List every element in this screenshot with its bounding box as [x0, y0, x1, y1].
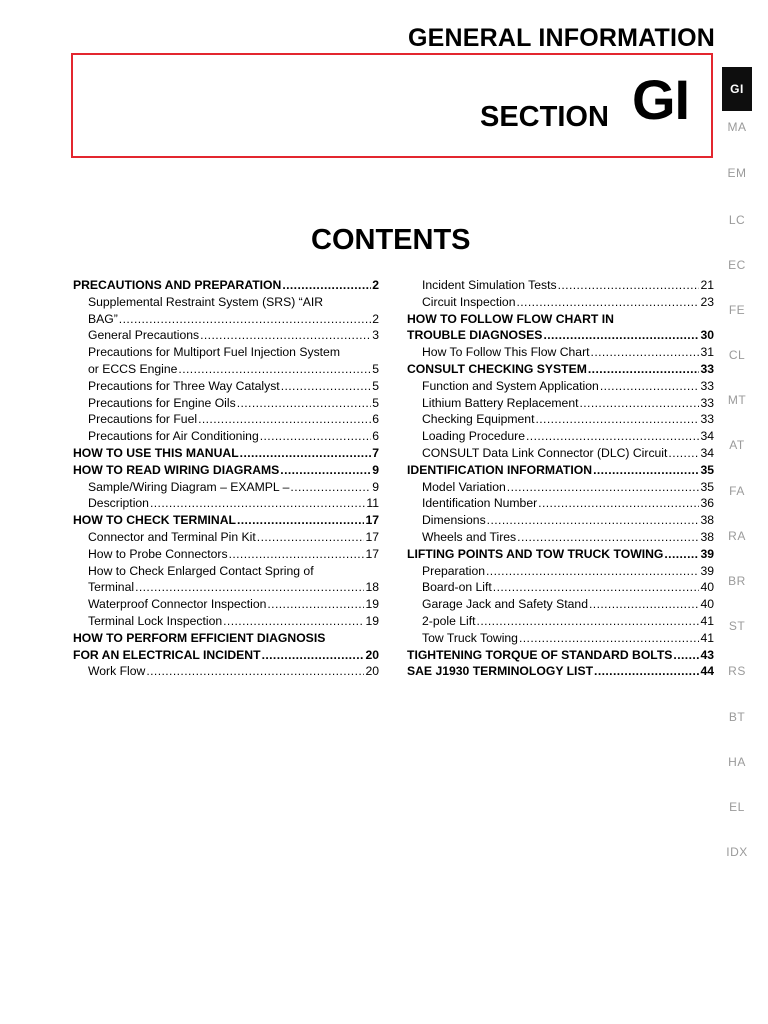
toc-leader-dots	[290, 479, 371, 496]
toc-entry-title: How to Probe Connectors	[88, 546, 228, 561]
toc-entry-title: Precautions for Multiport Fuel Injection System	[88, 345, 340, 360]
toc-page-number: 38	[700, 513, 714, 528]
toc-entry[interactable]	[407, 395, 714, 412]
toc-page-number: 35	[700, 462, 714, 477]
toc-leader-dots	[260, 428, 371, 445]
toc-entry-title: Lithium Battery Replacement	[422, 395, 579, 410]
toc-leader-dots	[135, 579, 364, 596]
toc-entry-title: Checking Equipment	[422, 412, 535, 427]
toc-entry[interactable]	[407, 613, 714, 630]
toc-leader-dots	[282, 277, 371, 294]
toc-leader-dots	[543, 327, 699, 344]
toc-leader-dots	[487, 512, 700, 529]
toc-entry[interactable]	[407, 411, 714, 428]
toc-page-number: 2	[372, 311, 379, 326]
toc-page-number: 40	[700, 580, 714, 595]
toc-entry[interactable]	[73, 495, 379, 512]
toc-entry[interactable]	[407, 311, 714, 328]
toc-entry[interactable]	[73, 311, 379, 328]
toc-leader-dots	[200, 327, 371, 344]
toc-entry-title: Terminal	[88, 580, 135, 595]
toc-entry-title: SAE J1930 TERMINOLOGY LIST	[407, 664, 594, 679]
toc-page-number: 7	[372, 445, 379, 460]
toc-entry[interactable]	[407, 630, 714, 647]
toc-entry-title: IDENTIFICATION INFORMATION	[407, 462, 593, 477]
toc-leader-dots	[150, 495, 365, 512]
section-label: SECTION	[480, 101, 609, 133]
toc-leader-dots	[198, 411, 371, 428]
toc-entry[interactable]	[73, 479, 379, 496]
toc-entry[interactable]	[407, 479, 714, 496]
section-tab-at[interactable]: AT	[729, 438, 745, 452]
toc-entry[interactable]	[407, 579, 714, 596]
toc-entry-title: HOW TO FOLLOW FLOW CHART IN	[407, 311, 614, 326]
toc-page-number: 34	[700, 429, 714, 444]
toc-entry-title: Precautions for Air Conditioning	[88, 429, 259, 444]
toc-entry-title: Preparation	[422, 563, 486, 578]
toc-leader-dots	[240, 445, 372, 462]
toc-leader-dots	[229, 546, 365, 563]
toc-entry[interactable]	[407, 647, 714, 664]
toc-entry-title: How to Check Enlarged Contact Spring of	[88, 563, 314, 578]
toc-entry-title: Garage Jack and Safety Stand	[422, 597, 588, 612]
toc-page-number: 6	[372, 412, 379, 427]
toc-entry-title: Waterproof Connector Inspection	[88, 597, 267, 612]
toc-entry-title: General Precautions	[88, 328, 200, 343]
section-tab-fa[interactable]: FA	[729, 484, 745, 498]
section-tab-idx[interactable]: IDX	[726, 845, 748, 859]
section-tab-cl[interactable]: CL	[728, 348, 746, 362]
toc-leader-dots	[477, 613, 700, 630]
toc-leader-dots	[664, 546, 699, 563]
toc-leader-dots	[281, 378, 372, 395]
toc-entry[interactable]	[407, 344, 714, 361]
toc-leader-dots	[538, 495, 699, 512]
toc-entry[interactable]	[407, 546, 714, 563]
section-tab-ec[interactable]: EC	[728, 258, 746, 272]
toc-entry[interactable]	[73, 529, 379, 546]
toc-leader-dots	[519, 630, 699, 647]
toc-leader-dots	[558, 277, 700, 294]
toc-entry-title: CONSULT CHECKING SYSTEM	[407, 361, 587, 376]
toc-leader-dots	[486, 563, 699, 580]
document-title: GENERAL INFORMATION	[408, 24, 716, 52]
toc-entry-title: or ECCS Engine	[88, 361, 178, 376]
toc-leader-dots	[262, 647, 365, 664]
toc-page-number: 33	[700, 412, 714, 427]
toc-page-number: 5	[372, 395, 379, 410]
toc-page-number: 6	[372, 429, 379, 444]
toc-entry-title: Board-on Lift	[422, 580, 492, 595]
toc-page-number: 41	[700, 613, 714, 628]
toc-entry[interactable]	[73, 462, 379, 479]
toc-entry-title: CONSULT Data Link Connector (DLC) Circuit	[422, 445, 668, 460]
toc-entry[interactable]	[407, 428, 714, 445]
toc-entry-title: HOW TO PERFORM EFFICIENT DIAGNOSIS	[73, 630, 326, 645]
toc-page-number: 2	[372, 278, 379, 292]
toc-entry-title: How To Follow This Flow Chart	[422, 345, 590, 360]
toc-page-number: 44	[700, 664, 714, 679]
toc-entry[interactable]	[407, 512, 714, 529]
toc-page-number: 40	[700, 597, 714, 612]
section-tab-ma[interactable]: MA	[727, 120, 747, 134]
toc-entry[interactable]	[73, 428, 379, 445]
toc-page-number: 39	[700, 546, 714, 561]
toc-entry-title: PRECAUTIONS AND PREPARATION	[73, 278, 282, 292]
toc-page-number: 9	[372, 462, 379, 477]
highlight-frame	[71, 53, 713, 158]
toc-page-number: 9	[372, 479, 379, 494]
toc-entry-title: Loading Procedure	[422, 429, 525, 444]
toc-entry-title: Connector and Terminal Pin Kit	[88, 529, 256, 544]
section-tab-mt[interactable]: MT	[727, 393, 747, 407]
toc-entry[interactable]	[407, 596, 714, 613]
toc-page-number: 3	[372, 328, 379, 343]
toc-page-number: 41	[700, 630, 714, 645]
section-tab-rs[interactable]: RS	[728, 664, 746, 678]
toc-entry-title: HOW TO READ WIRING DIAGRAMS	[73, 462, 280, 477]
toc-entry[interactable]	[407, 462, 714, 479]
toc-entry-title: TIGHTENING TORQUE OF STANDARD BOLTS	[407, 647, 673, 662]
toc-page-number: 19	[365, 613, 379, 628]
toc-page-number: 33	[700, 361, 714, 376]
toc-leader-dots	[588, 361, 700, 378]
toc-leader-dots	[280, 462, 371, 479]
toc-page-number: 20	[365, 664, 379, 679]
toc-entry-title: HOW TO CHECK TERMINAL	[73, 513, 236, 528]
toc-entry[interactable]	[73, 277, 379, 294]
toc-entry[interactable]	[407, 445, 714, 462]
toc-page-number: 17	[365, 546, 379, 561]
toc-leader-dots	[593, 462, 699, 479]
toc-leader-dots	[594, 663, 699, 680]
toc-page-number: 36	[700, 496, 714, 511]
toc-entry-title: 2-pole Lift	[422, 613, 476, 628]
toc-entry-title: Terminal Lock Inspection	[88, 613, 223, 628]
toc-leader-dots	[146, 663, 364, 680]
toc-entry[interactable]	[407, 327, 714, 344]
toc-page-number: 30	[700, 328, 714, 343]
toc-entry[interactable]	[73, 663, 379, 680]
toc-leader-dots	[237, 395, 372, 412]
toc-entry-title: LIFTING POINTS AND TOW TRUCK TOWING	[407, 546, 664, 561]
toc-entry-title: Precautions for Engine Oils	[88, 395, 236, 410]
toc-right-column	[407, 277, 714, 680]
toc-entry-title: Model Variation	[422, 479, 506, 494]
toc-page-number: 21	[700, 278, 714, 292]
toc-page-number: 33	[700, 395, 714, 410]
toc-entry[interactable]	[407, 378, 714, 395]
toc-page-number: 33	[700, 378, 714, 393]
toc-leader-dots	[535, 411, 699, 428]
toc-entry-title: Precautions for Three Way Catalyst	[88, 378, 280, 393]
toc-page-number: 17	[365, 529, 379, 544]
toc-entry[interactable]	[73, 327, 379, 344]
toc-page-number: 35	[700, 479, 714, 494]
section-tab-br[interactable]: BR	[728, 574, 746, 588]
toc-leader-dots	[668, 445, 699, 462]
toc-entry[interactable]	[407, 361, 714, 378]
toc-page-number: 23	[700, 294, 714, 309]
toc-entry[interactable]	[407, 277, 714, 294]
toc-page-number: 20	[365, 647, 379, 662]
toc-entry-title: BAG”	[88, 311, 118, 326]
toc-leader-dots	[178, 361, 371, 378]
contents-heading: CONTENTS	[311, 224, 471, 256]
toc-entry[interactable]	[73, 546, 379, 563]
toc-leader-dots	[507, 479, 700, 496]
section-tab-gi[interactable]: GI	[722, 67, 752, 111]
toc-entry[interactable]	[407, 495, 714, 512]
section-tab-fe[interactable]: FE	[728, 303, 746, 317]
toc-entry[interactable]	[73, 294, 379, 311]
toc-leader-dots	[516, 294, 699, 311]
toc-page-number: 34	[700, 445, 714, 460]
toc-leader-dots	[673, 647, 699, 664]
toc-page-number: 38	[700, 529, 714, 544]
section-tab-ra[interactable]: RA	[728, 529, 746, 543]
section-tab-em[interactable]: EM	[727, 166, 747, 180]
section-tab-lc[interactable]: LC	[728, 213, 746, 227]
toc-page-number: 11	[366, 496, 379, 511]
toc-entry[interactable]	[407, 529, 714, 546]
toc-entry-title: Tow Truck Towing	[422, 630, 518, 645]
toc-leader-dots	[119, 311, 371, 328]
section-tab-ha[interactable]: HA	[728, 755, 746, 769]
toc-page-number: 5	[372, 361, 379, 376]
toc-entry[interactable]	[73, 563, 379, 580]
toc-page-number: 31	[700, 345, 714, 360]
toc-leader-dots	[589, 596, 699, 613]
toc-entry-title: TROUBLE DIAGNOSES	[407, 328, 543, 343]
toc-page-number: 39	[700, 563, 714, 578]
toc-left-column	[73, 277, 379, 680]
toc-entry[interactable]	[73, 411, 379, 428]
toc-entry-title: Wheels and Tires	[422, 529, 517, 544]
section-code: GI	[632, 68, 690, 131]
toc-entry[interactable]	[407, 663, 714, 680]
toc-entry[interactable]	[73, 630, 379, 647]
toc-entry[interactable]	[73, 647, 379, 664]
toc-leader-dots	[591, 344, 700, 361]
toc-leader-dots	[526, 428, 699, 445]
toc-entry[interactable]	[407, 294, 714, 311]
toc-entry-title: Precautions for Fuel	[88, 412, 198, 427]
toc-page-number: 17	[365, 513, 379, 528]
toc-entry[interactable]	[73, 445, 379, 462]
toc-leader-dots	[267, 596, 364, 613]
section-tab-st[interactable]: ST	[728, 619, 746, 633]
toc-entry-title: Incident Simulation Tests	[422, 278, 557, 292]
toc-entry-title: Identification Number	[422, 496, 538, 511]
toc-page-number: 19	[365, 597, 379, 612]
toc-entry-title: Supplemental Restraint System (SRS) “AIR	[88, 294, 324, 309]
toc-entry[interactable]	[73, 395, 379, 412]
section-tab-el[interactable]: EL	[729, 800, 745, 814]
toc-leader-dots	[600, 378, 700, 395]
toc-entry[interactable]	[73, 378, 379, 395]
toc-entry-title: Description	[88, 496, 149, 511]
toc-leader-dots	[493, 579, 700, 596]
toc-entry[interactable]	[73, 361, 379, 378]
toc-entry-title: Sample/Wiring Diagram – EXAMPL –	[88, 479, 290, 494]
toc-page-number: 18	[365, 580, 379, 595]
toc-leader-dots	[257, 529, 365, 546]
toc-entry[interactable]	[73, 579, 379, 596]
toc-page-number: 43	[700, 647, 714, 662]
section-tab-bt[interactable]: BT	[728, 710, 746, 724]
toc-leader-dots	[237, 512, 364, 529]
toc-leader-dots	[223, 613, 364, 630]
toc-entry-title: HOW TO USE THIS MANUAL	[73, 445, 239, 460]
toc-entry[interactable]	[407, 563, 714, 580]
toc-page-number: 5	[372, 378, 379, 393]
toc-entry-title: Dimensions	[422, 513, 486, 528]
toc-entry-title: Circuit Inspection	[422, 294, 516, 309]
toc-entry[interactable]	[73, 512, 379, 529]
toc-entry[interactable]	[73, 596, 379, 613]
toc-entry-title: FOR AN ELECTRICAL INCIDENT	[73, 647, 261, 662]
toc-leader-dots	[517, 529, 699, 546]
toc-entry-title: Function and System Application	[422, 378, 599, 393]
toc-entry[interactable]	[73, 344, 379, 361]
toc-entry[interactable]	[73, 613, 379, 630]
toc-leader-dots	[579, 395, 699, 412]
toc-entry-title: Work Flow	[88, 664, 146, 679]
